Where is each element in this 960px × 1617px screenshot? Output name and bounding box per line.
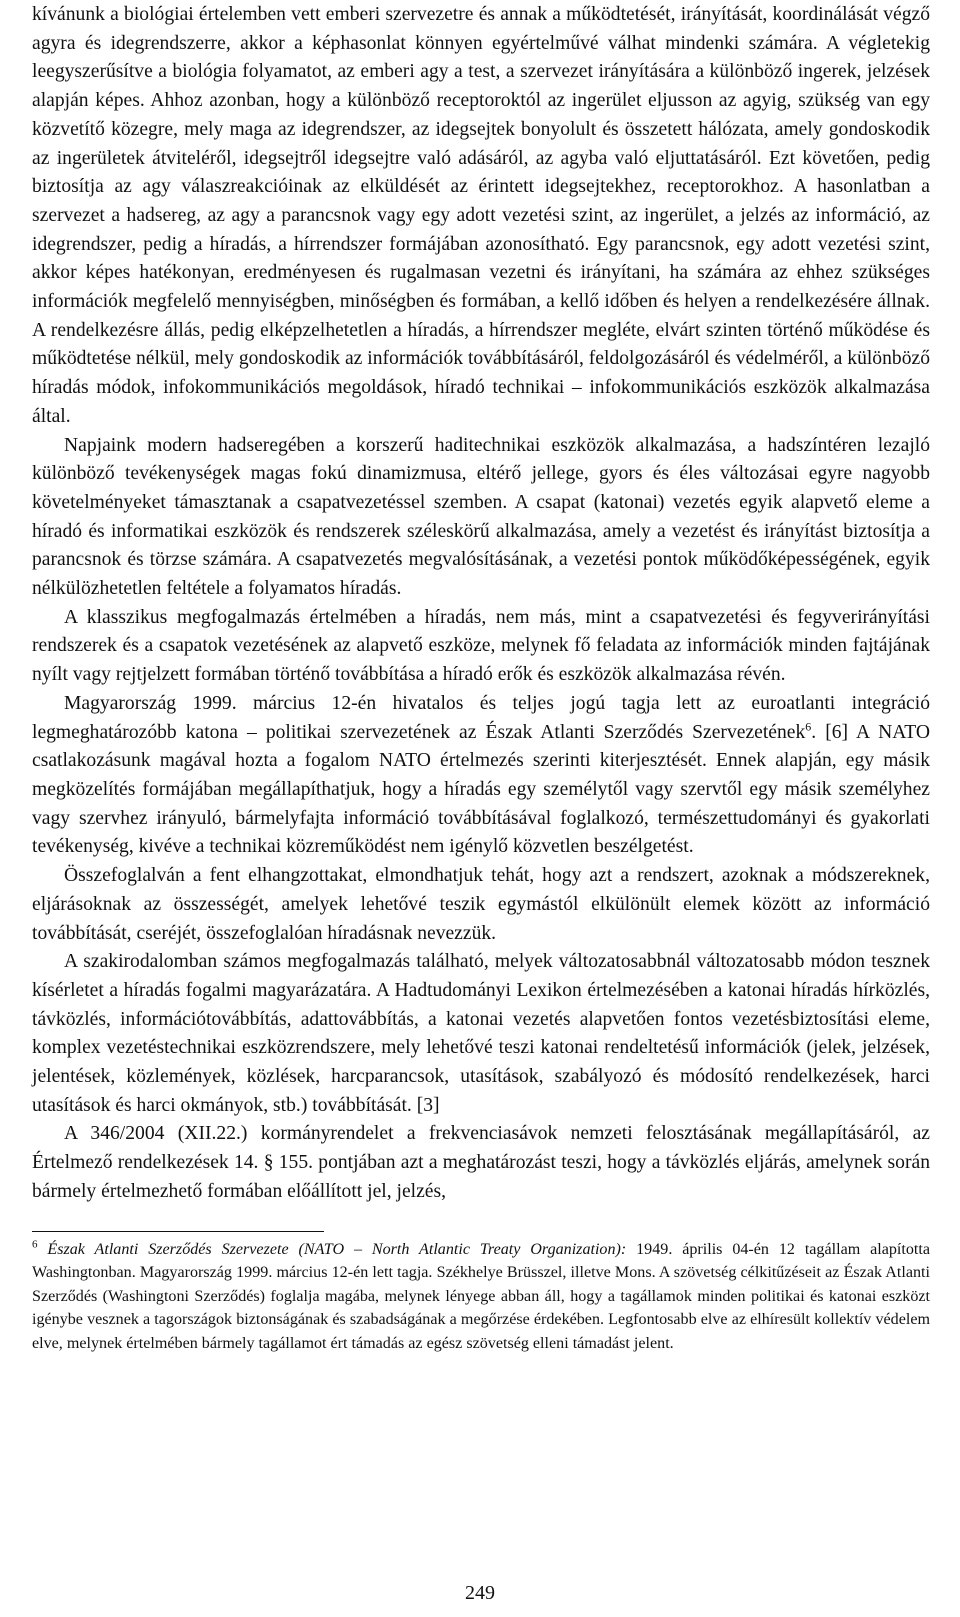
footnote-reference[interactable]: 6 bbox=[805, 719, 812, 734]
paragraph-4: Magyarország 1999. március 12-én hivatalos és teljes jogú tagja lett az euroatlanti integráció legmeghatározóbb katona – politikai szervezetének az Észak Atlanti Szerződés Szervezetének$^6$. [6] A NATO csatlakozásunk magával hozta a fogalom NATO értelmezés szerinti kiterjesztését. Ennek alapján, egy másik megközelítés formájában megállapíthatjuk, hogy a híradás egy személytől vagy szervtől egy másik személyhez vagy szervhez irányuló, bármelyfajta információ továbbításával foglalkozó, természettudományi és gyakorlati tevékenység, kivéve a technikai közreműködést nem igénylő közvetlen beszélgetést. bbox=[32, 692, 930, 858]
footnote-divider bbox=[32, 1231, 324, 1232]
footnote-text: 1949. április 04-én 12 tagállam alapította Washingtonban. Magyarország 1999. március 12-én lett tagja. Székhelye Brüsszel, illetve Mons. A szövetség célkitűzéseit az Észak Atlanti Szerződés (Washingtoni Szerződés) foglalja magába, melynek lényege abban áll, hogy a tagállamok minden politikai és katonai eszközt igénybe vesznek a tagországok biztonságának és szabadságának a megőrzése érdekében. Legfontosabb elve az elhíresült kollektív védelem elve, melynek értelmében bármely tagállamot ért támadás az egész szövetség elleni támadást jelent. bbox=[32, 1240, 930, 1352]
footnote-italic-title: Észak Atlanti Szerződés Szervezete (NATO – North Atlantic Treaty Organization): bbox=[47, 1240, 627, 1258]
body-text bbox=[32, 0, 930, 1207]
footnote bbox=[32, 1238, 930, 1356]
paragraph-7: A 346/2004 (XII.22.) kormányrendelet a frekvenciasávok nemzeti felosztásának megállapításáról, az Értelmező rendelkezések 14. § 155. pontjában azt a meghatározást teszi, hogy a távközlés eljárás, amelynek során bármely értelmezhető formában előállított jel, jelzés, bbox=[32, 1123, 930, 1202]
paragraph-4-text-a: Magyarország 1999. március 12-én hivatalos és teljes jogú tagja lett az euroatlanti integráció legmeghatározóbb katona – politikai szervezetének az Észak Atlanti Szerződés Szervezetének bbox=[32, 692, 930, 743]
paragraph-3: A klasszikus megfogalmazás értelmében a híradás, nem más, mint a csapatvezetési és fegyverirányítási rendszerek és a csapatok vezetésének az alapvető eszköze, melynek fő feladata az információk minden fajtájának nyílt vagy rejtjelzett formában történő továbbítása a híradó erők és eszközök alkalmazása révén. bbox=[32, 606, 930, 686]
footnote-number: 6 bbox=[32, 1238, 38, 1251]
page-number: 249 bbox=[465, 1582, 495, 1604]
paragraph-5: Összefoglalván a fent elhangzottakat, elmondhatjuk tehát, hogy azt a rendszert, azoknak a módszereknek, eljárásoknak az összességét, amelyek lehetővé teszik egymástól elkülönült elemek között az információ továbbítását, cseréjét, összefoglalóan híradásnak nevezzük. bbox=[32, 865, 930, 944]
paragraph-1: kívánunk a biológiai értelemben vett emberi szervezetre és annak a működtetését, irányítását, koordinálását végző agyra és idegrendszerre, akkor a képhasonlat könnyen egyértelművé válhat mindenki számára. A végletekig leegyszerűsítve a biológia folyamatot, az emberi agy a test, a szervezet irányítására a különböző ingerek, jelzések alapján képes. Ahhoz azonban, hogy a különböző receptoroktól az ingerület eljusson az agyig, szükség van egy közvetítő közegre, mely maga az idegrendszer, az idegsejtek bonyolult és összetett hálózata, amely gondoskodik az ingerületek átviteléről, idegsejtről idegsejtre való adásáról, az agyba való eljuttatásáról. Ezt követően, pedig biztosítja az agy válaszreakcióinak az elküldését az érintett idegsejtekhez, receptorokhoz. A hasonlatban a szervezet a hadsereg, az agy a parancsnok vagy egy adott vezetési szint, az ingerület, a jelzés az információ, az idegrendszer, pedig a híradás, a hírrendszer formájában azonosítható. Egy parancsnok, egy adott vezetési szint, akkor képes hatékonyan, eredményesen és rugalmasan vezetni és irányítani, ha számára az ehhez szükséges információk megfelelő mennyiségben, minőségben és formában, a kellő időben és helyen a rendelkezésére állnak. A rendelkezésre állás, pedig elképzelhetetlen a híradás, a hírrendszer megléte, elvárt szinten történő működése és működtetése nélkül, mely gondoskodik az információk továbbításáról, feldolgozásáról és védelméről, a különböző híradás módok, infokommunikációs megoldások, híradó technikai – infokommunikációs eszközök alkalmazása által. bbox=[32, 4, 930, 427]
paragraph-4-text-b: [6] A NATO csatlakozásunk magával hozta a fogalom NATO értelmezés szerinti kiterjesztését. Ennek alapján, egy másik megközelítés formájában megállapíthatjuk, hogy a híradás egy személytől vagy szervtől egy másik személyhez vagy szervhez irányuló, bármelyfajta információ továbbításával foglalkozó, természettudományi és gyakorlati tevékenység, kivéve a technikai közreműködést nem igénylő közvetlen beszélgetést. bbox=[32, 721, 930, 858]
paragraph-6: A szakirodalomban számos megfogalmazás található, melyek változatosabbnál változatosabb módon tesznek kísérletet a híradás fogalmi magyarázatára. A Hadtudományi Lexikon értelmezésében a katonai híradás hírközlés, távközlés, információtovábbítás, adattovábbítás, a katonai vezetés alapvetően fontos vezetésbiztosítási eleme, komplex vezetéstechnikai eszközrendszere, mely lehetővé teszi katonai rendeltetésű információk (jelek, jelzések, jelentések, közlemények, közlések, harcparancsok, utasítások, szabályozó és módosító rendelkezések, harci utasítások és harci okmányok, stb.) továbbítását. [3] bbox=[32, 951, 930, 1116]
paragraph-2: Napjaink modern hadseregében a korszerű haditechnikai eszközök alkalmazása, a hadszíntéren lezajló különböző tevékenységek magas fokú dinamizmusa, eltérő jellege, gyors és éles változásai egyre nagyobb követelményeket támasztanak a csapatvezetéssel szemben. A csapat (katonai) vezetés egyik alapvető eleme a híradó és informatikai eszközök és rendszerek széleskörű alkalmazása, amely a vezetést és irányítást biztosítja a parancsnok és törzse számára. A csapatvezetés megvalósításának, a vezetési pontok működőképességének, egyik nélkülözhetetlen feltétele a folyamatos híradás. bbox=[32, 434, 930, 600]
